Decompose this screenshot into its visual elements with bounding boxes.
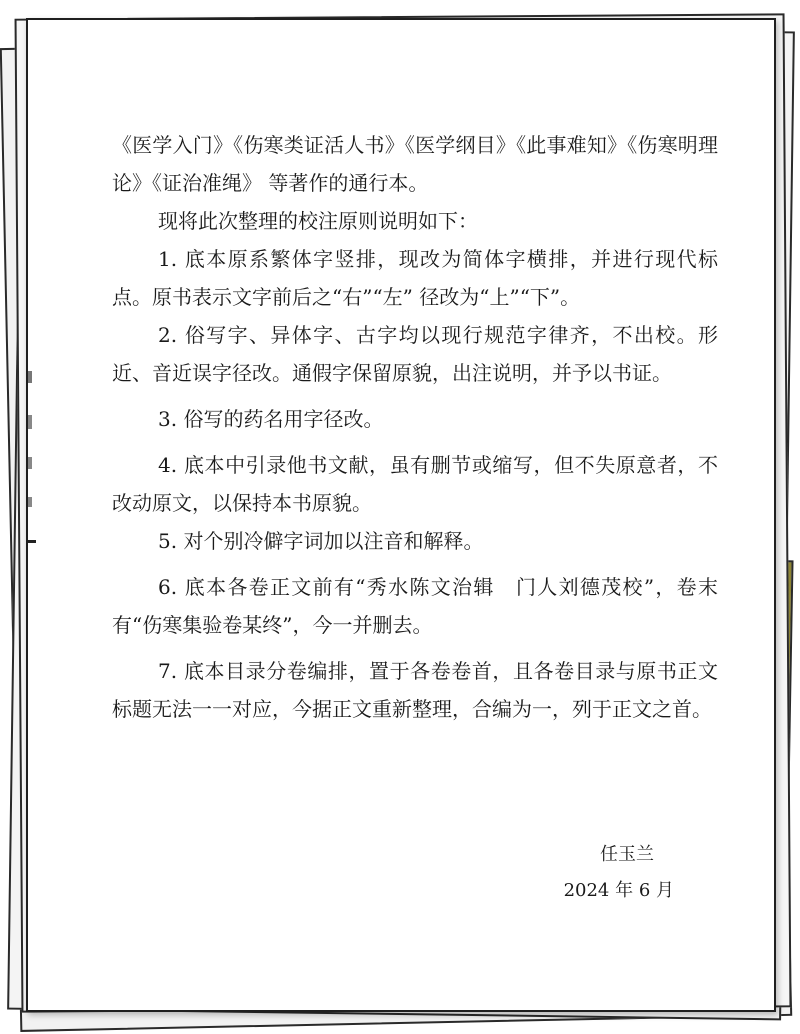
- principle-7: 7. 底本目录分卷编排，置于各卷卷首，且各卷目录与原书正文标题无法一一对应，今据正文重新整理，合编为一，列于正文之首。: [112, 659, 718, 721]
- document-page: [26, 18, 776, 1012]
- paragraph-continuation: 《医学入门》《伤寒类证活人书》《医学纲目》《此事难知》《伤寒明理论》《证治准绳》 等著作的通行本。: [112, 133, 718, 195]
- signature-date: 2024 年 6 月: [563, 880, 674, 901]
- principle-3: 3. 俗写的药名用字径改。: [158, 407, 384, 431]
- principle-2: 2. 俗写字、异体字、古字均以现行规范字律齐，不出校。形近、音近误字径改。通假字保留原貌，出注说明，并予以书证。: [112, 323, 718, 385]
- author-signature: 任玉兰: [600, 844, 654, 865]
- paragraph-intro: 现将此次整理的校注原则说明如下：: [158, 209, 478, 233]
- principle-1: 1. 底本原系繁体字竖排，现改为简体字横排，并进行现代标点。原书表示文字前后之“右”“左” 径改为“上”“下”。: [112, 247, 718, 309]
- body-text: [112, 126, 718, 728]
- principle-4: 4. 底本中引录他书文献，虽有删节或缩写，但不失原意者，不改动原文，以保持本书原貌。: [112, 453, 718, 515]
- margin-show-through: [34, 365, 50, 565]
- show-through-text: [228, 772, 480, 799]
- principle-6: 6. 底本各卷正文前有“秀水陈文治辑 门人刘德茂校”，卷末有“伤寒集验卷某终”，今一并删去。: [112, 575, 718, 637]
- margin-marks-icon: [26, 365, 37, 565]
- principle-5: 5. 对个别冷僻字词加以注音和解释。: [158, 529, 484, 553]
